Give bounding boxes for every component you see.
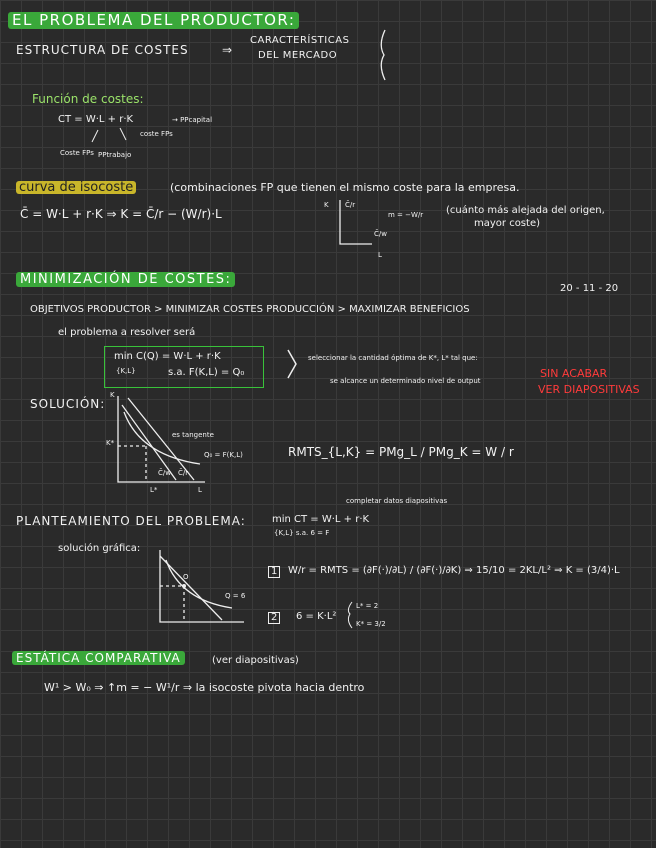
solution-k-star: K* = 3/2 [356, 620, 386, 628]
isocoste-equation: C̄ = W·L + r·K ⇒ K = C̄/r − (W/r)·L [20, 207, 222, 221]
coste-fp-b-label: coste FPs [140, 130, 173, 138]
funcion-equation: CT = W·L + r·K [58, 114, 134, 125]
iso-c-over-r: C̄/r [345, 201, 356, 209]
iso-c-over-w: C̄/w [374, 230, 387, 238]
step-2-number: 2 [268, 612, 280, 624]
min-subscript: {K,L} [116, 367, 136, 375]
step-1-equation: W/r = RMTS = (∂F(·)/∂L) / (∂F(·)/∂K) ⇒ 15/10 = 2KL/L² ⇒ K = (3/4)·L [288, 565, 620, 576]
mercado-line-1: CARACTERÍSTICAS [250, 35, 350, 46]
select-text-2: se alcance un determinado nivel de output [330, 377, 481, 385]
q0-label: Q₀ = F(K,L) [204, 451, 243, 459]
step-1-number: 1 [268, 566, 280, 578]
solucion-heading: SOLUCIÓN: [30, 397, 106, 411]
isocoste-note-2: mayor coste) [474, 218, 540, 229]
bracket-minim [288, 350, 296, 378]
bracket-mark [381, 30, 385, 80]
sin-acabar-1: SIN ACABAR [540, 367, 608, 380]
graph2-optimum-dashes [160, 586, 184, 622]
isocoste-note-1: (cuánto más alejada del origen, [446, 205, 605, 216]
constraint-equation: s.a. F(K,L) = Q₀ [168, 367, 245, 378]
graph2-origin-label: O [183, 573, 189, 581]
q6-label: Q = 6 [225, 592, 246, 600]
iso-slope: m = −W/r [388, 211, 424, 219]
min-cost-equation: min C(Q) = W·L + r·K [114, 351, 221, 362]
objetivos-text: OBJETIVOS PRODUCTOR > MINIMIZAR COSTES PRODUCCIÓN > MAXIMIZAR BENEFICIOS [30, 304, 470, 315]
minimizacion-heading: MINIMIZACIÓN DE COSTES: [16, 272, 235, 287]
graph1-c-over-w: C̄/w [158, 469, 171, 477]
graph1-isoquant [124, 412, 200, 464]
plant-min-equation: min CT = W·L + r·K [272, 514, 370, 525]
system-brace [348, 602, 352, 628]
graph1-isocost-inner [122, 405, 176, 480]
isocoste-description: (combinaciones FP que tienen el mismo coste para la empresa. [170, 181, 520, 194]
graph1-l-axis: L [198, 486, 202, 494]
estatica-ver: (ver diapositivas) [212, 655, 299, 666]
estatica-equation: W¹ > W₀ ⇒ ↑m = − W¹/r ⇒ la isocoste pivota hacia dentro [44, 681, 365, 694]
pp-capital-label: → PPcapital [172, 116, 213, 124]
completar-note: completar datos diapositivas [346, 497, 448, 505]
graph2-optimum-point [182, 584, 186, 588]
mercado-line-2: DEL MERCADO [258, 50, 338, 61]
graph1-kstar: K* [106, 439, 115, 447]
iso-l-axis: L [378, 251, 382, 259]
graph2 [160, 550, 244, 622]
solution-l-star: L* = 2 [356, 602, 379, 610]
iso-axes [340, 200, 372, 244]
rmts-equation: RMTS_{L,K} = PMg_L / PMg_K = W / r [288, 445, 514, 459]
main-title: EL PROBLEMA DEL PRODUCTOR: [8, 12, 299, 29]
graph1-lstar: L* [150, 486, 158, 494]
implies-arrow: ⇒ [222, 43, 233, 57]
coste-fp-a-label: Coste FPs [60, 149, 94, 157]
graph2-isocost [160, 556, 222, 620]
select-text-1: seleccionar la cantidad óptima de K*, L* tal que: [308, 354, 478, 362]
graph1-k-axis: K [110, 391, 115, 399]
graph1-c-over-r: C̄/r [178, 469, 189, 477]
date-label: 20 - 11 - 20 [560, 283, 619, 294]
problema-text: el problema a resolver será [58, 327, 196, 338]
plant-constraint: {K,L} s.a. 6 = F [274, 529, 330, 537]
graph1-isocost-outer [128, 398, 194, 480]
estatica-heading: ESTÁTICA COMPARATIVA [12, 651, 185, 665]
planteamiento-heading: PLANTEAMIENTO DEL PROBLEMA: [16, 514, 246, 528]
funcion-heading: Función de costes: [32, 92, 144, 106]
graph2-isoquant [166, 560, 232, 608]
funcion-arrows [92, 128, 126, 142]
tangente-label: es tangente [172, 431, 214, 439]
sin-acabar-2: VER DIAPOSITIVAS [538, 383, 640, 396]
iso-k-axis: K [324, 201, 329, 209]
graph1-optimum-dashes [118, 446, 146, 482]
isocoste-heading: curva de isocoste [16, 181, 136, 194]
step-2-equation: 6 = K·L² [296, 611, 337, 622]
estructura-heading: ESTRUCTURA DE COSTES [16, 43, 189, 57]
pp-trabajo-label: PPtrabajo [98, 151, 132, 159]
graph1 [118, 396, 205, 482]
solucion-grafica-label: solución gráfica: [58, 543, 141, 554]
